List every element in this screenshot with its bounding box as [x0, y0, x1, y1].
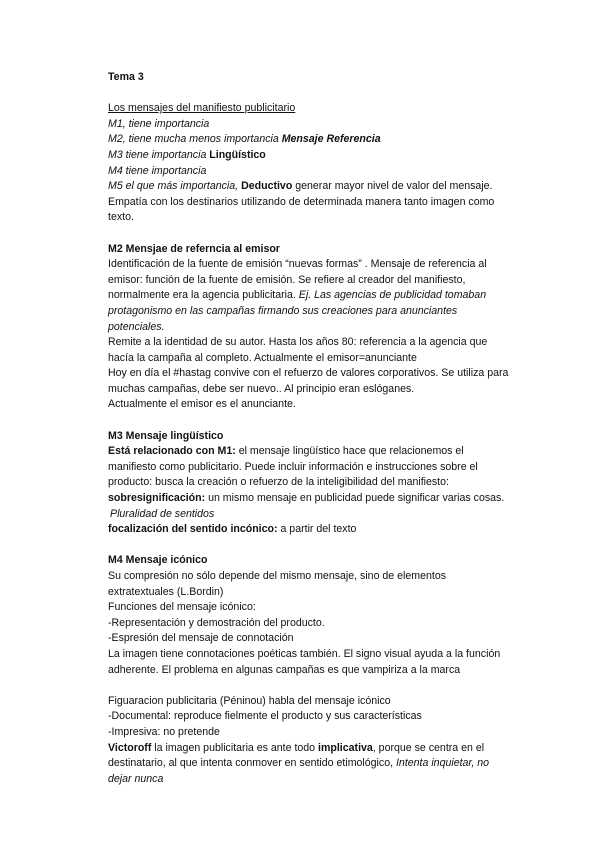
fig-line: -Documental: reproduce fielmente el producto y sus características: [108, 710, 422, 723]
m3-line: manifiesto como publicitario. Puede incluir información e instrucciones sobre el: [108, 460, 478, 473]
intro-empatia-1: Empatía con los destinarios utilizando de determinada manera tanto imagen como: [108, 195, 495, 208]
fig-line-bold: Victoroff: [108, 741, 152, 754]
m3-line: Pluralidad de sentidos: [110, 507, 215, 520]
intro-m3: [108, 148, 528, 164]
page-title: Tema 3: [108, 71, 144, 83]
spacer: [108, 678, 528, 694]
m3-line-text: a partir del texto: [277, 523, 357, 536]
m2-line: [108, 288, 528, 304]
intro-m3-text: M3 tiene importancia: [108, 148, 210, 161]
intro-heading: Los mensajes del manifiesto publicitario: [108, 102, 296, 115]
m3-line-text: el mensaje lingüístico hace que relacionemos el: [235, 445, 464, 458]
m3-line: [108, 491, 528, 507]
m4-line: adherente. El problema en algunas campañas es que vampiriza a la marca: [108, 663, 461, 676]
m2-line: Remite a la identidad de su autor. Hasta los años 80: referencia a la agencia que: [108, 336, 488, 349]
m3-line-bold: sobresignificación:: [108, 492, 206, 505]
intro-m5: [108, 179, 528, 195]
intro-m5-text: M5 el que más importancia,: [108, 180, 242, 193]
m2-line: hacía la campaña al completo. Actualmente el emisor=anunciante: [108, 351, 417, 364]
intro-m2-bold: Mensaje Referencia: [281, 133, 381, 146]
m4-line: -Espresión del mensaje de connotación: [108, 632, 294, 645]
fig-line-text: , porque se centra en el: [372, 741, 485, 754]
m4-line: La imagen tiene connotaciones poéticas también. El signo visual ayuda a la función: [108, 647, 501, 660]
intro-m3-bold: Lingüístico: [209, 148, 266, 161]
m2-line: Identificación de la fuente de emisión “nuevas formas” . Mensaje de referencia al: [108, 258, 487, 271]
intro-m4: M4 tiene importancia: [108, 164, 207, 177]
document-page: [108, 70, 528, 787]
spacer: [108, 86, 528, 102]
m2-line-text: normalmente era la agencia publicitaria.: [108, 289, 299, 302]
m2-line: protagonismo en las campañas firmando sus creaciones para anunciantes: [108, 304, 458, 317]
m2-line: potenciales.: [108, 320, 165, 333]
m2-line: emisor: función de la fuente de emisión. Se refiere al creador del manifiesto,: [108, 273, 466, 286]
m3-line: producto: busca la creación o refuerzo de la inteligibilidad del manifiesto:: [108, 476, 449, 489]
intro-empatia-2: texto.: [108, 211, 134, 224]
fig-line-italic: Intenta inquietar, no: [395, 757, 490, 770]
m4-line: Funciones del mensaje icónico:: [108, 601, 256, 614]
m3-line-bold: focalización del sentido incónico:: [108, 523, 278, 536]
spacer: [108, 226, 528, 242]
fig-line: -Impresiva: no pretende: [108, 725, 220, 738]
fig-line: [108, 756, 528, 772]
m4-line: extratextuales (L.Bordin): [108, 585, 224, 598]
spacer: [108, 538, 528, 554]
fig-line: dejar nunca: [108, 772, 164, 785]
fig-line: [108, 741, 528, 757]
spacer: [108, 413, 528, 429]
intro-m5-rest: generar mayor nivel de valor del mensaje.: [292, 180, 493, 193]
m2-line-italic: Ej. Las agencias de publicidad tomaban: [298, 289, 487, 302]
m2-line: Hoy en día el #hastag convive con el refuerzo de valores corporativos. Se utiliza para: [108, 367, 509, 380]
m4-heading: M4 Mensaje icónico: [108, 554, 208, 567]
fig-line-text: la imagen publicitaria es ante todo: [151, 741, 319, 754]
fig-line: Figuaracion publicitaria (Péninou) habla del mensaje icónico: [108, 694, 391, 707]
intro-m1: M1, tiene importancia: [108, 117, 210, 130]
m3-line-bold: Está relacionado con M1:: [108, 445, 236, 458]
intro-m2-text: M2, tiene mucha menos importancia: [108, 133, 282, 146]
intro-m5-bold: Deductivo: [241, 180, 293, 193]
m2-line: muchas campañas, debe ser nuevo.. Al principio eran eslóganes.: [108, 382, 415, 395]
m3-line-text: un mismo mensaje en publicidad puede significar varias cosas.: [205, 492, 505, 505]
fig-line-bold: implicativa: [318, 741, 373, 754]
m2-line: Actualmente el emisor es el anunciante.: [108, 398, 296, 411]
m3-line: [108, 444, 528, 460]
m4-line: -Representación y demostración del producto.: [108, 616, 325, 629]
m2-heading: M2 Mensjae de referncia al emisor: [108, 242, 280, 255]
m4-line: Su compresión no sólo depende del mismo mensaje, sino de elementos: [108, 570, 447, 582]
intro-m2: [108, 132, 528, 148]
m3-line: [108, 522, 528, 538]
fig-line-text: destinatario, al que intenta conmover en sentido etimológico,: [108, 757, 396, 770]
m3-heading: M3 Mensaje lingüístico: [108, 429, 224, 442]
